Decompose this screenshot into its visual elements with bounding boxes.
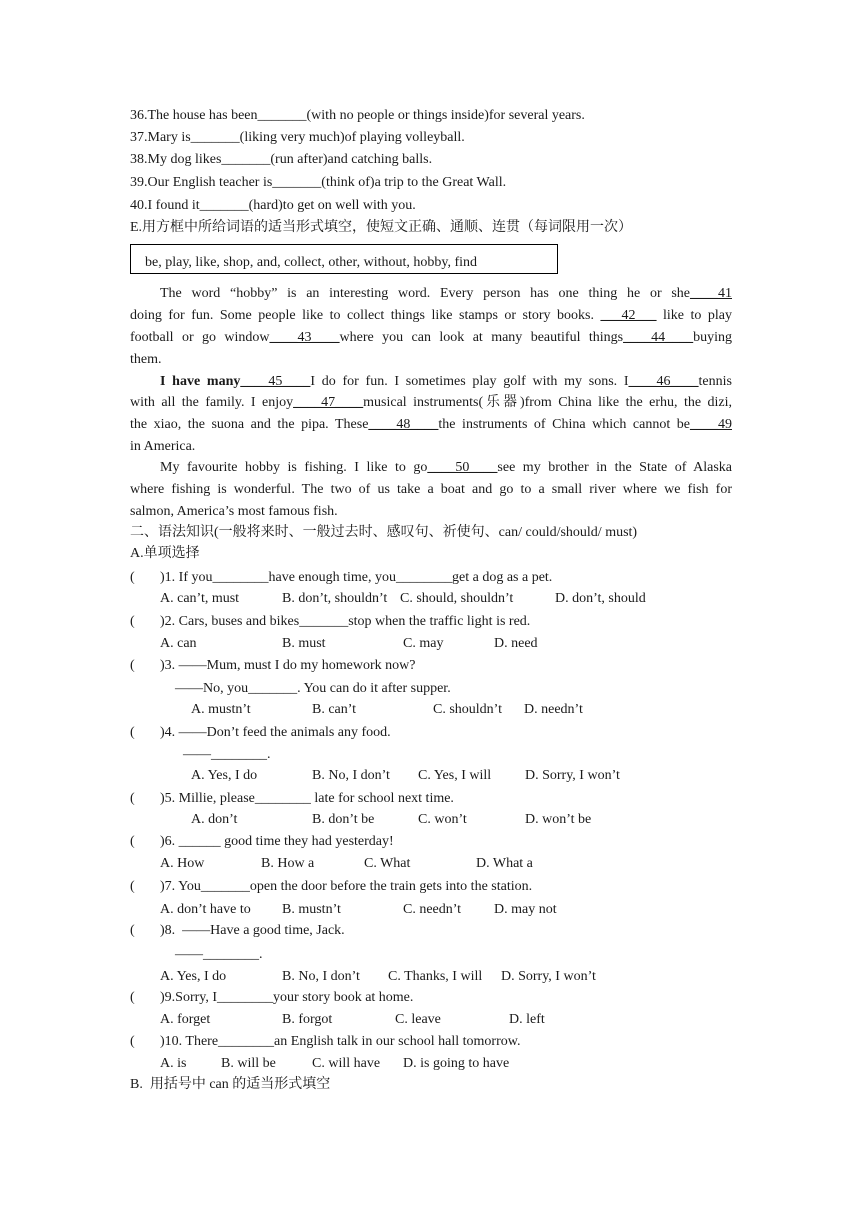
option-b[interactable]: B. can’t — [312, 702, 357, 717]
answer-paren[interactable]: ( — [130, 879, 135, 894]
passage-p1-line2: doing for fun. Some people like to collect things like stamps or story books. ___42___ like to play — [130, 308, 732, 323]
option-a[interactable]: A. How — [160, 856, 205, 871]
blank-46[interactable]: ____46____ — [628, 374, 699, 389]
option-a[interactable]: A. don’t have to — [160, 902, 251, 917]
passage-p1-line1: The word “hobby” is an interesting word. Every person has one thing he or she____41 — [160, 286, 732, 301]
passage-p2-line3: the xiao, the suona and the pipa. These____48____the instruments of China which cannot be____49 — [130, 417, 732, 432]
passage-p3-line3: salmon, America’s most famous fish. — [130, 504, 338, 519]
blank-50[interactable]: ____50____ — [427, 460, 498, 475]
question-37: 37.Mary is_______(liking very much)of playing volleyball. — [130, 130, 465, 145]
option-a[interactable]: A. can — [160, 636, 197, 651]
option-d[interactable]: D. Sorry, I won’t — [525, 768, 620, 783]
option-b[interactable]: B. No, I don’t — [312, 768, 390, 783]
section-e-heading: E.用方框中所给词语的适当形式填空，使短文正确、通顺、连贯（每词限用一次） — [130, 220, 633, 235]
option-a[interactable]: A. forget — [160, 1012, 211, 1027]
passage-p3-line2: where fishing is wonderful. The two of us take a boat and go to a small river where we fish for — [130, 482, 732, 497]
option-b[interactable]: B. will be — [221, 1056, 276, 1071]
option-c[interactable]: C. won’t — [418, 812, 467, 827]
option-c[interactable]: C. may — [403, 636, 444, 651]
blank-42[interactable]: ___42___ — [600, 308, 657, 323]
option-d[interactable]: D. is going to have — [403, 1056, 510, 1071]
mc-question-3: )3. ——Mum, must I do my homework now? — [160, 658, 416, 673]
option-a[interactable]: A. can’t, must — [160, 591, 240, 606]
mc-question-3-line2: ——No, you_______. You can do it after supper. — [175, 681, 451, 696]
option-b[interactable]: B. forgot — [282, 1012, 333, 1027]
option-c[interactable]: C. should, shouldn’t — [400, 591, 514, 606]
section-b-heading: B. 用括号中 can 的适当形式填空 — [130, 1077, 331, 1092]
blank-41[interactable]: ____41 — [690, 286, 732, 301]
section-a-heading: A.单项选择 — [130, 546, 200, 561]
option-d[interactable]: D. needn’t — [524, 702, 583, 717]
passage-p3-line1: My favourite hobby is fishing. I like to go____50____see my brother in the State of Alaska — [160, 460, 732, 475]
mc-question-5: )5. Millie, please________ late for school next time. — [160, 791, 454, 806]
option-a[interactable]: A. Yes, I do — [160, 969, 227, 984]
answer-paren[interactable]: ( — [130, 990, 135, 1005]
option-d[interactable]: D. Sorry, I won’t — [501, 969, 596, 984]
option-a[interactable]: A. don’t — [191, 812, 238, 827]
blank-49[interactable]: ____49 — [689, 417, 732, 432]
question-40: 40.I found it_______(hard)to get on well with you. — [130, 198, 416, 213]
word-box — [130, 244, 558, 274]
option-d[interactable]: D. don’t, should — [555, 591, 646, 606]
option-a[interactable]: A. is — [160, 1056, 187, 1071]
mc-question-8-line2: ——________. — [175, 947, 263, 962]
answer-paren[interactable]: ( — [130, 614, 135, 629]
mc-question-7: )7. You_______open the door before the train gets into the station. — [160, 879, 533, 894]
option-c[interactable]: C. Thanks, I will — [388, 969, 483, 984]
question-39: 39.Our English teacher is_______(think of)a trip to the Great Wall. — [130, 175, 507, 190]
passage-p1-line3: football or go window____43____where you can look at many beautiful things____44____buying — [130, 330, 732, 345]
answer-paren[interactable]: ( — [130, 658, 135, 673]
option-c[interactable]: C. leave — [395, 1012, 441, 1027]
passage-p2-line4: in America. — [130, 439, 196, 454]
mc-question-2: )2. Cars, buses and bikes_______stop when the traffic light is red. — [160, 614, 531, 629]
blank-47[interactable]: ____47____ — [293, 395, 364, 410]
grammar-title: 二、语法知识(一般将来时、一般过去时、感叹句、祈使句、can/ could/should/ must) — [130, 525, 638, 540]
answer-paren[interactable]: ( — [130, 570, 135, 585]
mc-question-8: )8. ——Have a good time, Jack. — [160, 923, 345, 938]
option-b[interactable]: B. must — [282, 636, 326, 651]
passage-p1-line4: them. — [130, 352, 162, 367]
blank-48[interactable]: ____48____ — [368, 417, 439, 432]
option-d[interactable]: D. What a — [476, 856, 533, 871]
option-c[interactable]: C. needn’t — [403, 902, 462, 917]
option-d[interactable]: D. may not — [494, 902, 557, 917]
option-d[interactable]: D. won’t be — [525, 812, 592, 827]
option-c[interactable]: C. shouldn’t — [433, 702, 502, 717]
mc-question-10: )10. There________an English talk in our school hall tomorrow. — [160, 1034, 521, 1049]
option-b[interactable]: B. How a — [261, 856, 315, 871]
mc-question-1: )1. If you________have enough time, you________get a dog as a pet. — [160, 570, 553, 585]
mc-question-6: )6. ______ good time they had yesterday! — [160, 834, 394, 849]
option-a[interactable]: A. Yes, I do — [191, 768, 258, 783]
option-b[interactable]: B. don’t be — [312, 812, 375, 827]
answer-paren[interactable]: ( — [130, 791, 135, 806]
question-38: 38.My dog likes_______(run after)and catching balls. — [130, 152, 433, 167]
answer-paren[interactable]: ( — [130, 923, 135, 938]
answer-paren[interactable]: ( — [130, 1034, 135, 1049]
option-c[interactable]: C. What — [364, 856, 411, 871]
option-d[interactable]: D. left — [509, 1012, 545, 1027]
answer-paren[interactable]: ( — [130, 725, 135, 740]
word-box-text: be, play, like, shop, and, collect, other, without, hobby, find — [145, 255, 478, 270]
question-36: 36.The house has been_______(with no people or things inside)for several years. — [130, 108, 585, 123]
option-b[interactable]: B. don’t, shouldn’t — [282, 591, 388, 606]
option-a[interactable]: A. mustn’t — [191, 702, 251, 717]
blank-43[interactable]: ____43____ — [269, 330, 340, 345]
passage-p2-line1: I have many____45____I do for fun. I sometimes play golf with my sons. I____46____tennis — [160, 374, 732, 389]
option-c[interactable]: C. Yes, I will — [418, 768, 492, 783]
passage-p2-line2: with all the family. I enjoy____47____musical instruments(乐器)from China like the erhu, the dizi, — [130, 395, 732, 410]
blank-44[interactable]: ____44____ — [623, 330, 694, 345]
option-b[interactable]: B. mustn’t — [282, 902, 341, 917]
blank-45[interactable]: ____45____ — [240, 374, 311, 389]
mc-question-9: )9.Sorry, I________your story book at home. — [160, 990, 414, 1005]
option-c[interactable]: C. will have — [312, 1056, 381, 1071]
mc-question-4: )4. ——Don’t feed the animals any food. — [160, 725, 391, 740]
option-b[interactable]: B. No, I don’t — [282, 969, 360, 984]
mc-question-4-line2: ——________. — [183, 747, 271, 762]
option-d[interactable]: D. need — [494, 636, 538, 651]
answer-paren[interactable]: ( — [130, 834, 135, 849]
